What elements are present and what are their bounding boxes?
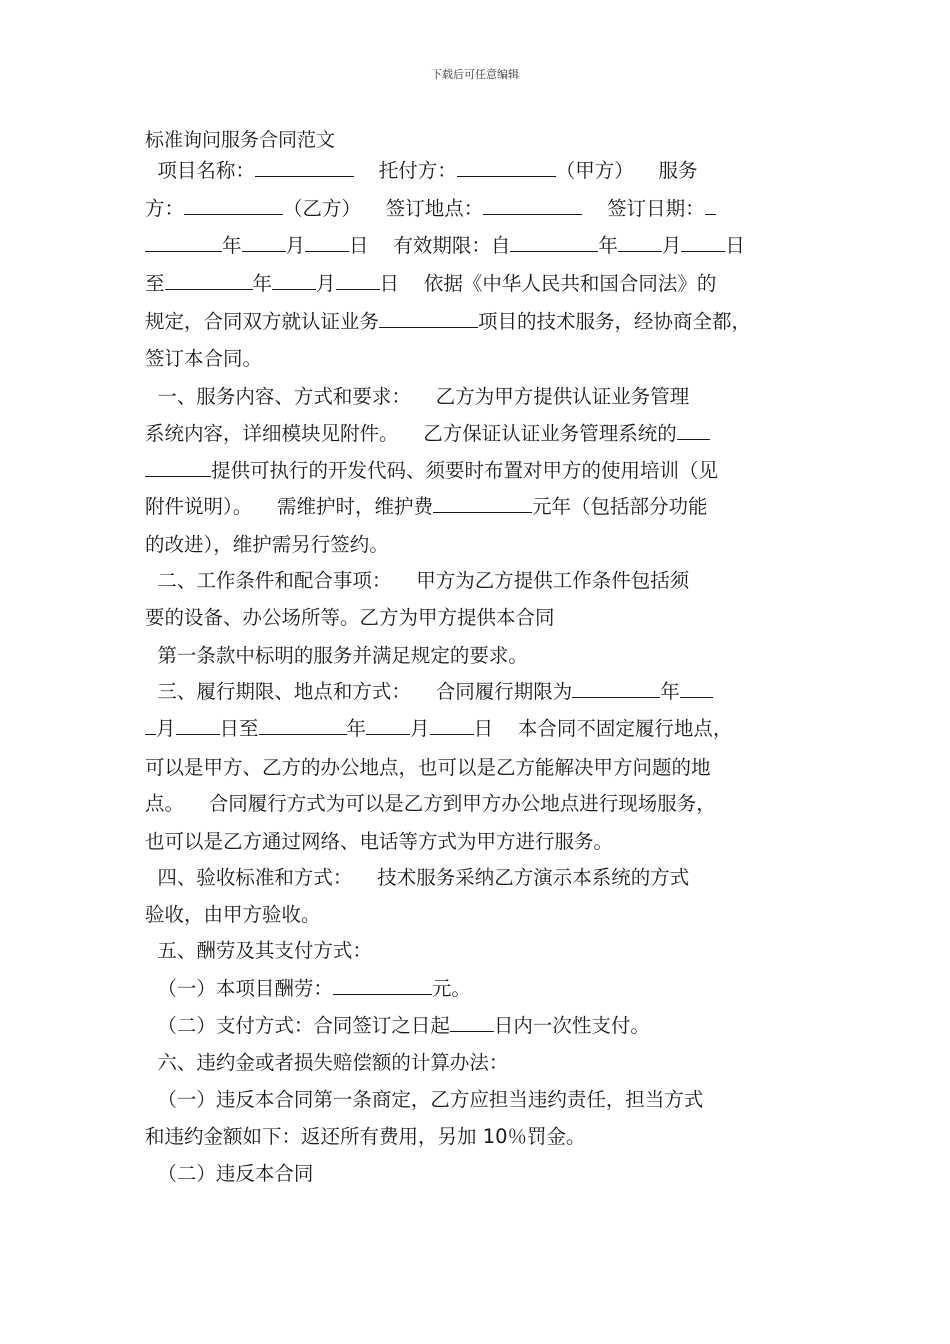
blank-line [333, 976, 432, 995]
body-line: 要的设备、办公场所等。乙方为甲方提供本合同 [145, 606, 555, 629]
blank-line [336, 271, 380, 290]
body-line: 六、违约金或者损失赔偿额的计算办法： [145, 1051, 509, 1074]
body-line: 规定，合同双方就认证业务 项目的技术服务，经协商全都， [145, 310, 752, 333]
blank-line [677, 421, 710, 440]
blank-line [145, 233, 222, 252]
blank-line [366, 716, 410, 735]
body-line: （二）违反本合同 [145, 1162, 314, 1185]
blank-line [705, 196, 716, 215]
blank-line [242, 233, 286, 252]
body-line: 系统内容，详细模块见附件。 乙方保证认证业务管理系统的 [145, 421, 710, 447]
page-header: 下载后可任意编辑 [431, 68, 519, 81]
blank-line [457, 158, 556, 177]
body-line: 至 年 月 日 依据《中华人民共和国合同法》的 [145, 272, 717, 295]
body-line: 的改进），维护需另行签约。 [145, 533, 389, 556]
blank-line [305, 233, 349, 252]
document-title: 标准询问服务合同范文 [145, 129, 336, 151]
body-line: 可以是甲方、乙方的办公地点，也可以是乙方能解决甲方问题的地 [145, 756, 711, 779]
body-line: 第一条款中标明的服务并满足规定的要求。 [145, 644, 528, 667]
body-line: 一、服务内容、方式和要求： 乙方为甲方提供认证业务管理 [145, 385, 690, 408]
body-line: 月 日至 年 月 日 本合同不固定履行地点， [145, 716, 732, 742]
body-line: 也可以是乙方通过网络、电话等方式为甲方进行服务。 [145, 830, 614, 853]
blank-line [145, 716, 156, 735]
blank-line [176, 716, 220, 735]
blank-line [145, 458, 211, 477]
blank-line [510, 233, 598, 252]
blank-line [483, 196, 582, 215]
body-line: （一）违反本合同第一条商定，乙方应担当违约责任，担当方式 [145, 1088, 704, 1111]
body-line: （一）本项目酬劳： 元。 [145, 977, 471, 1000]
body-line: 方： （乙方） 签订地点： 签订日期： [145, 196, 716, 222]
body-line: 签订本合同。 [145, 347, 263, 370]
body-line: 项目名称： 托付方： （甲方） 服务 [145, 159, 698, 182]
blank-line [680, 679, 713, 698]
body-line: 和违约金额如下：返还所有费用，另加 10％罚金。 [145, 1125, 586, 1148]
blank-line [184, 196, 283, 215]
blank-line [255, 158, 354, 177]
blank-line [433, 494, 532, 513]
blank-line [165, 271, 253, 290]
body-line: （二）支付方式：合同签订之日起 日内一次性支付。 [145, 1014, 650, 1037]
blank-line [450, 1013, 494, 1032]
body-line: 附件说明）。 需维护时，维护费 元年（包括部分功能 [145, 495, 708, 518]
body-line: 二、工作条件和配合事项： 甲方为乙方提供工作条件包括须 [145, 569, 690, 592]
body-line: 提供可执行的开发代码、须要时布置对甲方的使用培训（见 [145, 458, 718, 484]
blank-line [259, 716, 347, 735]
blank-line [681, 233, 725, 252]
blank-line [430, 716, 474, 735]
body-line: 三、履行期限、地点和方式： 合同履行期限为 年 [145, 679, 713, 705]
body-line: 五、酬劳及其支付方式： [145, 939, 372, 962]
body-line: 验收，由甲方验收。 [145, 903, 321, 926]
body-line: 年 月 日 有效期限：自 年 月 日 [145, 233, 745, 259]
blank-line [572, 679, 660, 698]
body-line: 四、验收标准和方式： 技术服务采纳乙方演示本系统的方式 [145, 866, 690, 889]
blank-line [618, 233, 662, 252]
blank-line [272, 271, 316, 290]
body-line: 点。 合同履行方式为可以是乙方到甲方办公地点进行现场服务， [145, 792, 716, 815]
blank-line [379, 309, 478, 328]
